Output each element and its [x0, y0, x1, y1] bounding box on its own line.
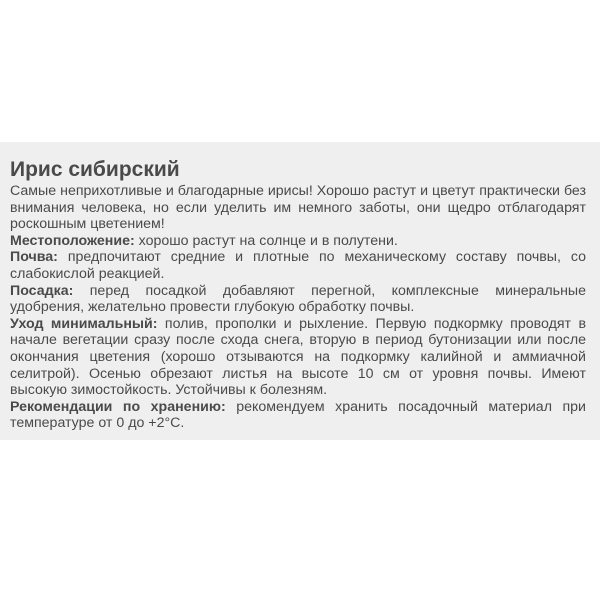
description-content — [10, 158, 586, 432]
intro-paragraph: Самые неприхотливые и благодарные ирисы! Хорошо растут и цветут практически без внимания человека, но если уделить им немного заботы, они щедро отблагодарят роскошным цветением! — [10, 183, 586, 233]
soil-paragraph — [10, 249, 586, 282]
soil-label: Почва: — [10, 249, 58, 266]
location-text: хорошо растут на солнце и в полутени. — [138, 232, 398, 249]
planting-paragraph — [10, 283, 586, 316]
storage-paragraph — [10, 399, 586, 432]
location-paragraph — [10, 233, 586, 250]
storage-text: рекомендуем хранить посадочный материал при температуре от 0 до +2°С. — [10, 398, 586, 432]
planting-text: перед посадкой добавляют перегной, комплексные минеральные удобрения, желательно провести глубокую обработку почвы. — [10, 282, 586, 316]
storage-label: Рекомендации по хранению: — [10, 398, 226, 415]
product-title: Ирис сибирский — [10, 158, 180, 181]
location-label: Местоположение: — [10, 232, 135, 249]
care-text: полив, прополки и рыхление. Первую подкормку проводят в начале вегетации сразу после схода снега, вторую в период бутонизации или после окончания цветения (хорошо отзываются на подкормку калийной и аммиачной селитрой). Осенью обрезают листья на высоте 10 см от уровня почвы. Имеют высокую зимостойкость. Устойчивы к болезням. — [10, 315, 586, 399]
care-label: Уход минимальный: — [10, 315, 158, 332]
care-paragraph — [10, 316, 586, 399]
soil-text: предпочитают средние и плотные по механическому составу почвы, со слабокислой реакцией. — [10, 249, 586, 282]
planting-label: Посадка: — [10, 282, 74, 299]
